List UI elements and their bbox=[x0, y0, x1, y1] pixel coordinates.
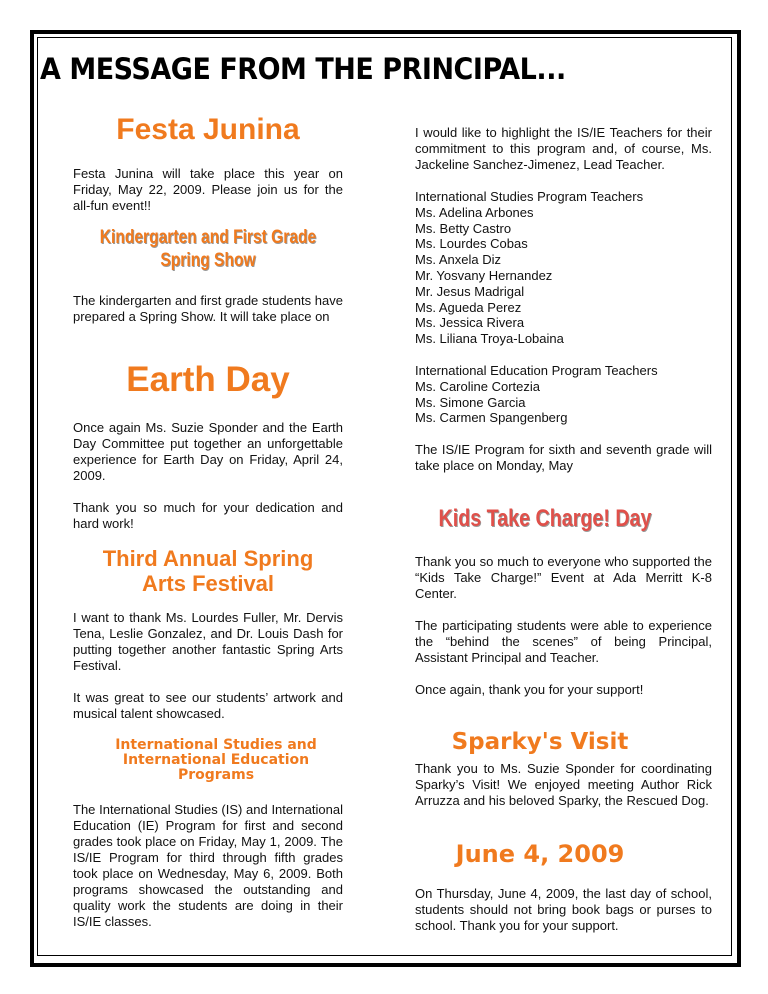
teacher-name: Ms. Lourdes Cobas bbox=[415, 236, 528, 252]
is-teachers-heading: International Studies Program Teachers bbox=[415, 189, 644, 204]
ie-teachers-list bbox=[415, 363, 712, 426]
kids-support-text: Once again, thank you for your support! bbox=[415, 682, 644, 697]
heading-line: Programs bbox=[177, 767, 255, 783]
heading-text: Kids Take Charge! Day bbox=[438, 505, 652, 532]
kids-thanks-text: Thank you so much to everyone who supported the “Kids Take Charge!” Event at Ada Merritt K-8 Center. bbox=[415, 554, 712, 601]
teacher-name: Ms. Carmen Spangenberg bbox=[415, 410, 568, 426]
spring-show-text: The kindergarten and first grade students have prepared a Spring Show. It will take place on bbox=[73, 293, 343, 324]
isie-heading bbox=[73, 738, 359, 783]
heading-line: Third Annual Spring bbox=[102, 546, 314, 571]
spring-show-heading bbox=[73, 226, 343, 272]
heading-line: Spring Show bbox=[160, 250, 256, 271]
isie-teachers-intro: I would like to highlight the IS/IE Teachers for their commitment to this program and, of course, Ms. Jackeline Sanchez-Jimenez, Lead Teacher. bbox=[415, 125, 712, 172]
arts-festival-heading bbox=[73, 546, 343, 596]
page-title: A MESSAGE FROM THE PRINCIPAL... bbox=[40, 52, 566, 86]
heading-line: International Studies and bbox=[115, 737, 317, 753]
right-column-top bbox=[415, 125, 712, 490]
earth-day-section bbox=[73, 420, 343, 548]
teacher-name: Ms. Jessica Rivera bbox=[415, 315, 525, 331]
teacher-name: Mr. Yosvany Hernandez bbox=[415, 267, 553, 283]
teacher-name: Ms. Adelina Arbones bbox=[415, 204, 534, 220]
arts-festival-showcase: It was great to see our students’ artwork and musical talent showcased. bbox=[73, 690, 343, 721]
teacher-name: Ms. Anxela Diz bbox=[415, 252, 501, 268]
isie-sixth-grade-text: The IS/IE Program for sixth and seventh grade will take place on Monday, May bbox=[415, 442, 712, 474]
sparky-visit-text: Thank you to Ms. Suzie Sponder for coordinating Sparky’s Visit! We enjoyed meeting Author Rick Arruzza and his beloved Sparky, the Rescued Dog. bbox=[415, 761, 712, 808]
teacher-name: Ms. Caroline Cortezia bbox=[415, 378, 540, 394]
earth-day-text: Once again Ms. Suzie Sponder and the Earth Day Committee put together an unforgettable experience for Earth Day on Friday, April 24, 2009. bbox=[73, 420, 343, 483]
earth-day-thanks: Thank you so much for your dedication and hard work! bbox=[73, 500, 343, 531]
teacher-name: Ms. Liliana Troya-Lobaina bbox=[415, 331, 564, 347]
kids-take-charge-heading bbox=[415, 505, 675, 533]
heading-line: Kindergarten and First Grade bbox=[99, 227, 317, 248]
festa-junina-text: Festa Junina will take place this year on Friday, May 22, 2009. Please join us for the all-fun event!! bbox=[73, 166, 343, 213]
earth-day-heading: Earth Day bbox=[126, 360, 290, 399]
teacher-name: Ms. Betty Castro bbox=[415, 220, 512, 236]
festa-junina-heading: Festa Junina bbox=[116, 113, 300, 146]
kids-take-charge-section bbox=[415, 554, 712, 714]
teacher-name: Ms. Simone Garcia bbox=[415, 394, 526, 410]
arts-festival-text: I want to thank Ms. Lourdes Fuller, Mr. Dervis Tena, Leslie Gonzalez, and Dr. Louis Dash for putting together another fantastic Spring Arts Festival. bbox=[73, 610, 343, 673]
sparky-visit-heading: Sparky's Visit bbox=[451, 729, 629, 755]
is-teachers-list bbox=[415, 189, 712, 347]
isie-text: The International Studies (IS) and International Education (IE) Program for first and second grades took place on Friday, May 1, 2009. The IS/IE Program for third through fifth grades took place on Wednesday, May 6, 2009. Both programs showcased the outstanding and quality work the students are doing in their IS/IE classes. bbox=[73, 802, 343, 929]
ie-teachers-heading: International Education Program Teachers bbox=[415, 362, 658, 378]
june-4-heading: June 4, 2009 bbox=[455, 840, 625, 868]
teacher-name: Mr. Jesus Madrigal bbox=[415, 283, 525, 299]
heading-line: Arts Festival bbox=[141, 571, 275, 596]
arts-festival-section bbox=[73, 610, 343, 738]
teacher-name: Ms. Agueda Perez bbox=[415, 299, 522, 315]
kids-experience-text: The participating students were able to experience the “behind the scenes” of being Principal, Assistant Principal and Teacher. bbox=[415, 618, 712, 665]
june-4-text: On Thursday, June 4, 2009, the last day of school, students should not bring book bags or purses to school. Thank you for your support. bbox=[415, 886, 712, 933]
heading-line: International Education bbox=[122, 752, 310, 768]
